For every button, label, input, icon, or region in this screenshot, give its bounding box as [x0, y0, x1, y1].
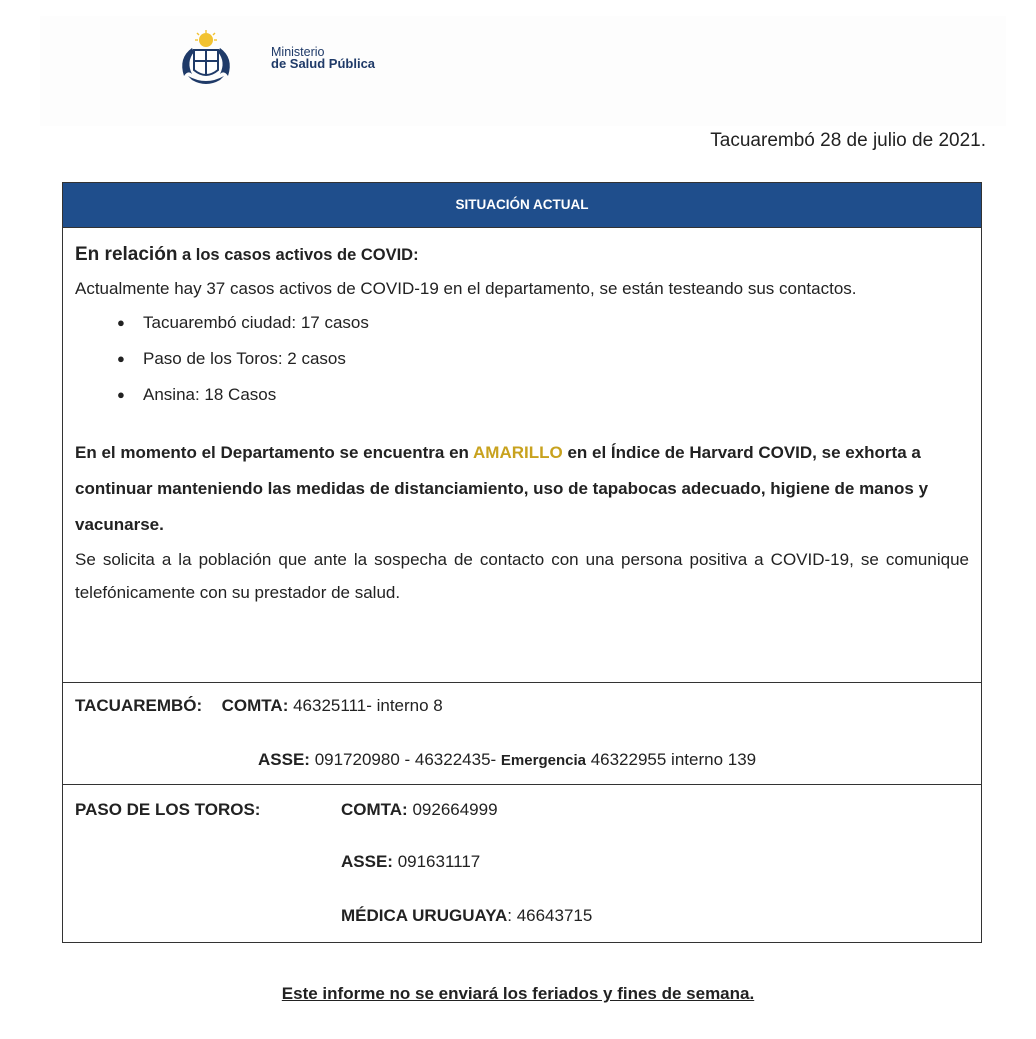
- bullet-icon: ●: [117, 387, 125, 402]
- asse-label: ASSE:: [258, 750, 310, 769]
- list-item-text: Tacuarembó ciudad: 17 casos: [143, 313, 369, 332]
- medica-value: : 46643715: [507, 906, 593, 925]
- comta-label: COMTA:: [341, 800, 408, 819]
- list-item-text: Ansina: 18 Casos: [143, 385, 277, 404]
- uruguay-coat-of-arms-logo: [170, 30, 242, 86]
- bullet-icon: ●: [117, 351, 125, 366]
- divider: [63, 682, 981, 683]
- tacuarembo-label: TACUAREMBÓ:: [75, 696, 203, 715]
- alert-paragraph: [75, 435, 969, 543]
- paso-toros-label-text: PASO DE LOS TOROS:: [75, 800, 261, 819]
- request-paragraph: Se solicita a la población que ante la sospecha de contacto con una persona positiva a COVID-19, se comunique telefónicamente con su prestador de salud.: [75, 550, 969, 602]
- paso-asse-row: [341, 852, 480, 872]
- list-item-text: Paso de los Toros: 2 casos: [143, 349, 346, 368]
- list-item: [115, 341, 969, 377]
- alert-after: en el Índice de Harvard COVID, se exhorta a continuar manteniendo las medidas de distanciamiento, uso de tapabocas adecuado, higiene de manos y vacunarse.: [75, 443, 929, 534]
- paso-comta-row: [341, 800, 498, 820]
- paso-medica-row: [341, 906, 592, 926]
- list-item: [115, 305, 969, 341]
- heading-rest: a los casos activos de COVID:: [177, 246, 419, 264]
- medica-label: MÉDICA URUGUAYA: [341, 906, 508, 925]
- comta-value: 092664999: [407, 800, 498, 819]
- ministry-line1: Ministerio: [271, 45, 325, 59]
- report-box: [62, 182, 982, 943]
- paso-toros-label: [75, 800, 260, 820]
- report-date: Tacuarembó 28 de julio de 2021.: [710, 130, 986, 151]
- comta-value: 46325111- interno 8: [288, 696, 443, 715]
- section-heading: [75, 238, 969, 272]
- banner: [63, 182, 981, 228]
- footer-note: Este informe no se enviará los feriados y fines de semana.: [281, 984, 755, 1003]
- asse-value: 091631117: [392, 852, 481, 871]
- alert-level: AMARILLO: [473, 443, 563, 462]
- emergencia-label: Emergencia: [500, 752, 586, 769]
- tacuarembo-asse-row: [258, 750, 756, 770]
- alert-before: En el momento el Departamento se encuentra en: [75, 443, 474, 462]
- ministry-line2: de Salud Pública: [271, 56, 376, 71]
- intro-paragraph: Actualmente hay 37 casos activos de COVID-19 en el departamento, se están testeando sus contactos.: [75, 279, 857, 298]
- cases-list: [75, 305, 969, 413]
- emergencia-value: 46322955 interno 139: [585, 750, 757, 769]
- comta-label: COMTA:: [221, 696, 289, 715]
- heading-big: En relación: [75, 244, 178, 265]
- ministry-name: [271, 46, 375, 70]
- situation-section: [75, 238, 969, 609]
- bullet-icon: ●: [117, 315, 125, 330]
- list-item: [115, 377, 969, 413]
- asse-value: 091720980 - 46322435-: [309, 750, 501, 769]
- tacuarembo-comta-row: [75, 696, 443, 716]
- banner-title: SITUACIÓN ACTUAL: [455, 197, 589, 212]
- divider: [63, 784, 981, 785]
- asse-label: ASSE:: [341, 852, 393, 871]
